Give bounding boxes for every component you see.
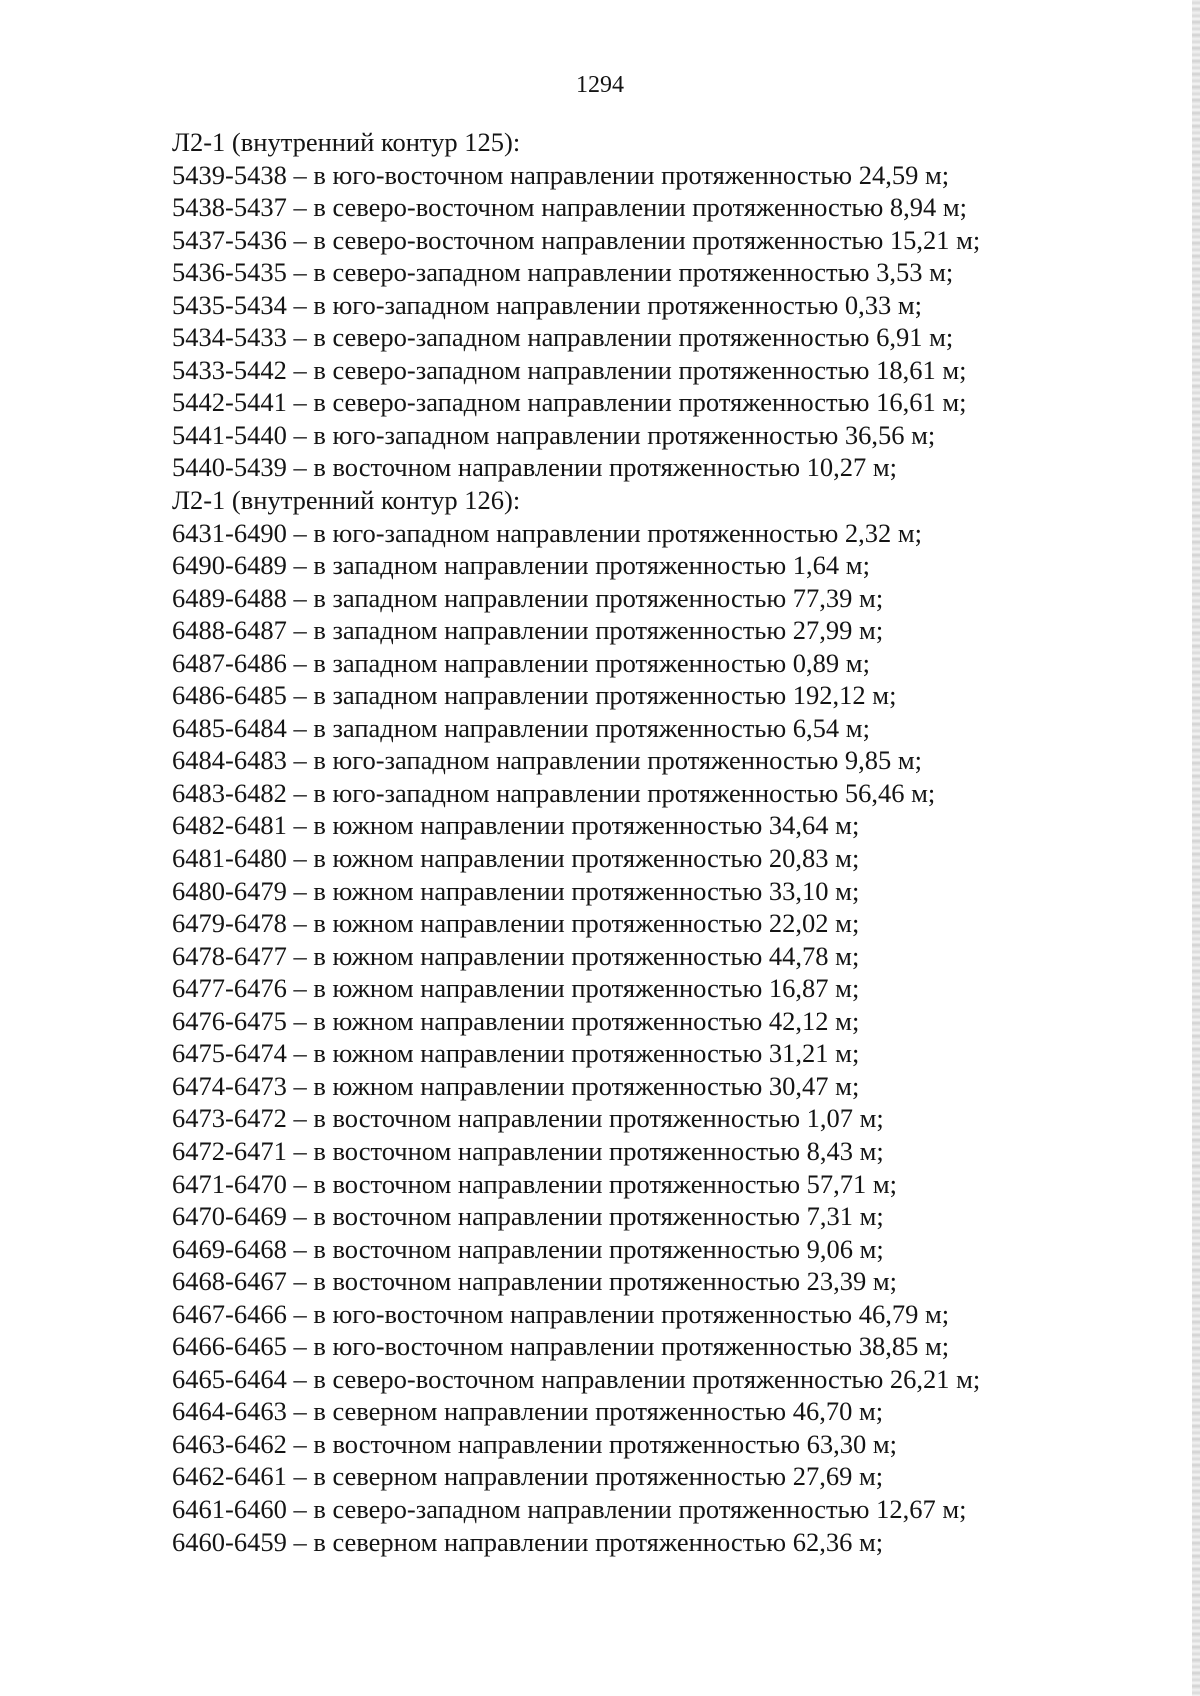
segment-line: 6476-6475 – в южном направлении протяженностью 42,12 м;	[172, 1005, 860, 1036]
segment-line: 6463-6462 – в восточном направлении протяженностью 63,30 м;	[172, 1428, 897, 1459]
segment-line: 6464-6463 – в северном направлении протяженностью 46,70 м;	[172, 1396, 884, 1427]
segment-line: 6478-6477 – в южном направлении протяженностью 44,78 м;	[172, 940, 860, 971]
segment-line: 6474-6473 – в южном направлении протяженностью 30,47 м;	[172, 1070, 860, 1101]
segment-line: 6486-6485 – в западном направлении протяженностью 192,12 м;	[172, 680, 897, 711]
scan-edge-artifact	[1192, 0, 1200, 1696]
segment-line: 6485-6484 – в западном направлении протяженностью 6,54 м;	[172, 712, 870, 743]
segment-line: 6468-6467 – в восточном направлении протяженностью 23,39 м;	[172, 1266, 897, 1297]
segment-line: 5433-5442 – в северо-западном направлении протяженностью 18,61 м;	[172, 354, 967, 385]
segment-line: 6479-6478 – в южном направлении протяженностью 22,02 м;	[172, 908, 860, 939]
segment-line: 5438-5437 – в северо-восточном направлении протяженностью 8,94 м;	[172, 192, 968, 223]
segment-line: 6477-6476 – в южном направлении протяженностью 16,87 м;	[172, 973, 860, 1004]
segment-line: 5437-5436 – в северо-восточном направлении протяженностью 15,21 м;	[172, 224, 981, 255]
segment-line: 6487-6486 – в западном направлении протяженностью 0,89 м;	[172, 647, 870, 678]
segment-line: 6473-6472 – в восточном направлении протяженностью 1,07 м;	[172, 1103, 884, 1134]
segment-line: 6470-6469 – в восточном направлении протяженностью 7,31 м;	[172, 1201, 884, 1232]
segment-line: 6471-6470 – в восточном направлении протяженностью 57,71 м;	[172, 1168, 897, 1199]
segment-line: 6484-6483 – в юго-западном направлении протяженностью 9,85 м;	[172, 745, 923, 776]
segment-line: 5435-5434 – в юго-западном направлении протяженностью 0,33 м;	[172, 289, 923, 320]
segment-line: 5440-5439 – в восточном направлении протяженностью 10,27 м;	[172, 452, 897, 483]
segment-line: 6481-6480 – в южном направлении протяженностью 20,83 м;	[172, 843, 860, 874]
segment-line: 5442-5441 – в северо-западном направлении протяженностью 16,61 м;	[172, 387, 967, 418]
contour-heading: Л2-1 (внутренний контур 125):	[172, 127, 521, 157]
segment-line: 6461-6460 – в северо-западном направлении протяженностью 12,67 м;	[172, 1493, 967, 1524]
segment-line: 6480-6479 – в южном направлении протяженностью 33,10 м;	[172, 875, 860, 906]
segment-line: 5434-5433 – в северо-западном направлении протяженностью 6,91 м;	[172, 322, 954, 353]
segment-line: 6472-6471 – в восточном направлении протяженностью 8,43 м;	[172, 1135, 884, 1166]
segment-line: 6490-6489 – в западном направлении протяженностью 1,64 м;	[172, 550, 870, 581]
segment-line: 6465-6464 – в северо-восточном направлении протяженностью 26,21 м;	[172, 1363, 981, 1394]
page-number: 1294	[576, 72, 624, 98]
segment-line: 6489-6488 – в западном направлении протяженностью 77,39 м;	[172, 582, 884, 613]
segment-line: 6460-6459 – в северном направлении протяженностью 62,36 м;	[172, 1526, 884, 1557]
segment-line: 6431-6490 – в юго-западном направлении протяженностью 2,32 м;	[172, 517, 923, 548]
segment-line: 6469-6468 – в восточном направлении протяженностью 9,06 м;	[172, 1233, 884, 1264]
segment-line: 6467-6466 – в юго-восточном направлении протяженностью 46,79 м;	[172, 1298, 950, 1329]
contour-heading: Л2-1 (внутренний контур 126):	[172, 485, 521, 516]
segment-line: 5441-5440 – в юго-западном направлении протяженностью 36,56 м;	[172, 419, 936, 450]
segment-line: 6462-6461 – в северном направлении протяженностью 27,69 м;	[172, 1461, 884, 1492]
segment-line: 6475-6474 – в южном направлении протяженностью 31,21 м;	[172, 1038, 860, 1069]
segment-line: 6482-6481 – в южном направлении протяженностью 34,64 м;	[172, 810, 860, 841]
segment-line: 5439-5438 – в юго-восточном направлении протяженностью 24,59 м;	[172, 159, 950, 190]
segment-line: 6483-6482 – в юго-западном направлении протяженностью 56,46 м;	[172, 777, 936, 808]
segment-line: 5436-5435 – в северо-западном направлении протяженностью 3,53 м;	[172, 257, 954, 288]
segment-line: 6488-6487 – в западном направлении протяженностью 27,99 м;	[172, 615, 884, 646]
segment-line: 6466-6465 – в юго-восточном направлении протяженностью 38,85 м;	[172, 1331, 950, 1362]
document-body	[172, 126, 1072, 1558]
